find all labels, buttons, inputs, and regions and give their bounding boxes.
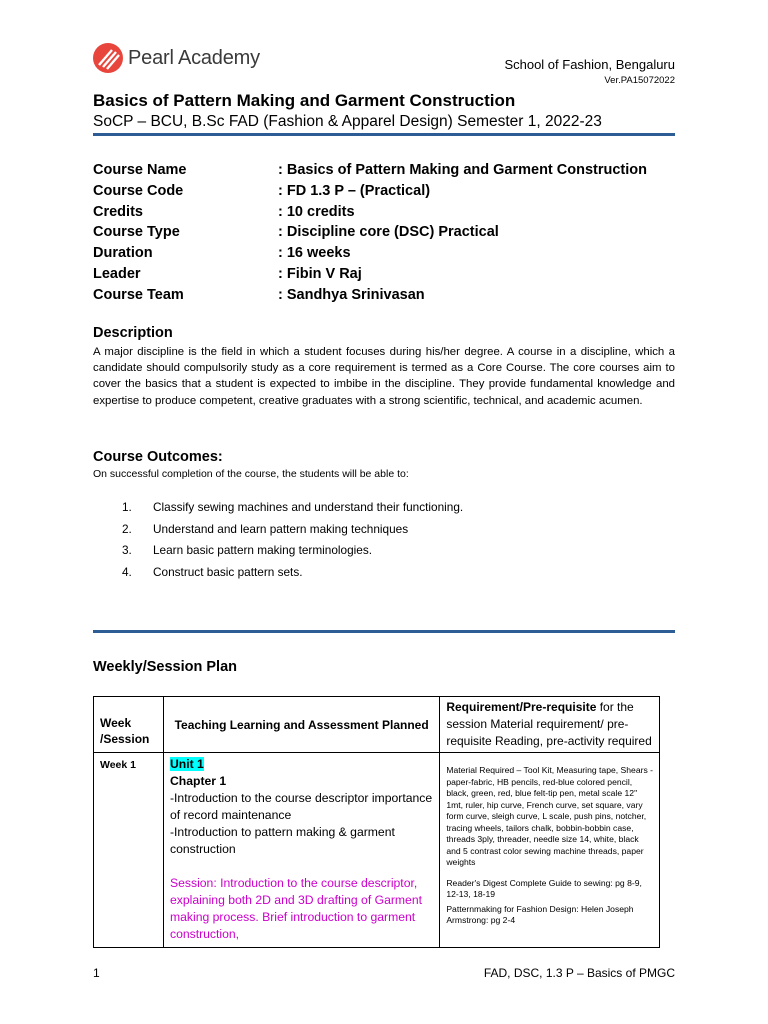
course-info-row [93,202,647,223]
school-name: School of Fashion, Bengaluru [504,57,675,72]
pearl-academy-logo [92,42,260,74]
list-item [122,499,463,521]
header-divider [93,133,675,136]
footer-course-label: FAD, DSC, 1.3 P – Basics of PMGC [483,966,675,980]
outcome-text: Learn basic pattern making terminologies. [153,543,373,558]
course-info [93,160,647,306]
course-info-key: Course Team [93,286,184,303]
outcome-text: Classify sewing machines and understand their functioning. [153,500,464,514]
topic-line: -Introduction to the course descriptor importance of record maintenance [169,791,433,822]
course-info-value: : Basics of Pattern Making and Garment Construction [278,162,647,178]
course-info-row [93,160,647,181]
week-cell: Week 1 [94,753,164,948]
teaching-cell [163,753,439,948]
table-header-row [94,697,660,753]
outcomes-lead: On successful completion of the course, the students will be able to: [93,468,409,480]
course-info-row [93,264,647,285]
table-row [94,753,660,948]
outcome-number: 3. [122,543,132,558]
unit-label: Unit 1 [169,757,204,771]
course-info-row [93,181,647,202]
requirement-header-rest: for the session Material requirement/ pre-requisite Reading, pre-activity required [446,700,652,748]
list-item [122,564,463,586]
course-info-row [93,243,647,264]
document-title: Basics of Pattern Making and Garment Construction [93,91,516,110]
outcome-number: 4. [122,564,132,579]
course-info-value: : Fibin V Raj [278,265,362,282]
session-plan-heading: Weekly/Session Plan [93,659,237,675]
outcomes-list [122,499,463,585]
material-required: Material Required – Tool Kit, Measuring tape, Shears -paper-fabric, HB pencils, red-blue colored pencil, black, green, red, blue felt-tip pen, metal scale 12" 1mt, ruler, hip curve, French curve, set square, vary form curve, sleigh curve, L scale, push pins, notcher, tracing wheels, tailors chalk, bobbin-bobbin case, threads 3ply, threader, needle size 14, white, black and 5 contrast color sewing machine threads, paper weights [446,765,654,867]
session-note: Session: Introduction to the course descriptor, explaining both 2D and 3D drafting of Garment making process. Brief introduction to garment construction, [169,876,422,941]
section-divider [93,630,675,633]
session-plan-table [93,696,660,948]
pearl-academy-logo-icon [92,42,124,74]
logo-text: Pearl Academy [128,46,260,69]
description-heading: Description [93,325,173,341]
col-week-header: Week /Session [94,697,164,753]
topic-line: -Introduction to pattern making & garment construction [169,825,395,856]
course-info-key: Duration [93,245,153,262]
course-info-value: : 16 weeks [278,245,351,262]
course-info-row [93,285,647,306]
course-info-key: Course Type [93,224,180,241]
reading-reference: Patternmaking for Fashion Design: Helen Joseph Armstrong: pg 2-4 [446,903,634,925]
document-subtitle: SoCP – BCU, B.Sc FAD (Fashion & Apparel Design) Semester 1, 2022-23 [93,113,602,130]
course-info-value: : Discipline core (DSC) Practical [278,224,499,241]
reading-reference: Reader's Digest Complete Guide to sewing: pg 8-9, 12-13, 18-19 [446,877,642,899]
course-info-key: Course Name [93,162,187,178]
course-info-value: : 10 credits [278,203,355,220]
outcome-number: 2. [122,521,132,536]
outcomes-heading: Course Outcomes: [93,449,223,465]
course-info-key: Course Code [93,182,184,199]
outcome-text: Understand and learn pattern making techniques [153,521,409,536]
list-item [122,521,463,543]
course-info-key: Leader [93,265,141,282]
course-info-value: : Sandhya Srinivasan [278,286,425,303]
col-requirement-header [440,697,660,753]
outcome-text: Construct basic pattern sets. [153,564,303,579]
col-teaching-header: Teaching Learning and Assessment Planned [163,697,439,753]
outcome-number: 1. [122,500,132,514]
course-info-key: Credits [93,203,143,220]
version-code: Ver.PA15072022 [604,75,675,86]
chapter-label: Chapter 1 [169,774,227,788]
page-number: 1 [93,966,100,980]
course-info-row [93,222,647,243]
requirement-cell [440,753,660,948]
description-text: A major discipline is the field in which a student focuses during his/her degree. A course in a discipline, which a candidate should compulsorily study as a core requirement is termed as a Core Course. The core courses aim to cover the basics that a student is expected to imbibe in the discipline. They provide fundamental knowledge and expertise to produce competent, creative graduates with a strong scientific, technical, and academic acumen. [93,346,675,407]
list-item [122,542,463,564]
course-info-value: : FD 1.3 P – (Practical) [278,182,431,199]
requirement-header-bold: Requirement/Pre-requisite [446,700,597,714]
